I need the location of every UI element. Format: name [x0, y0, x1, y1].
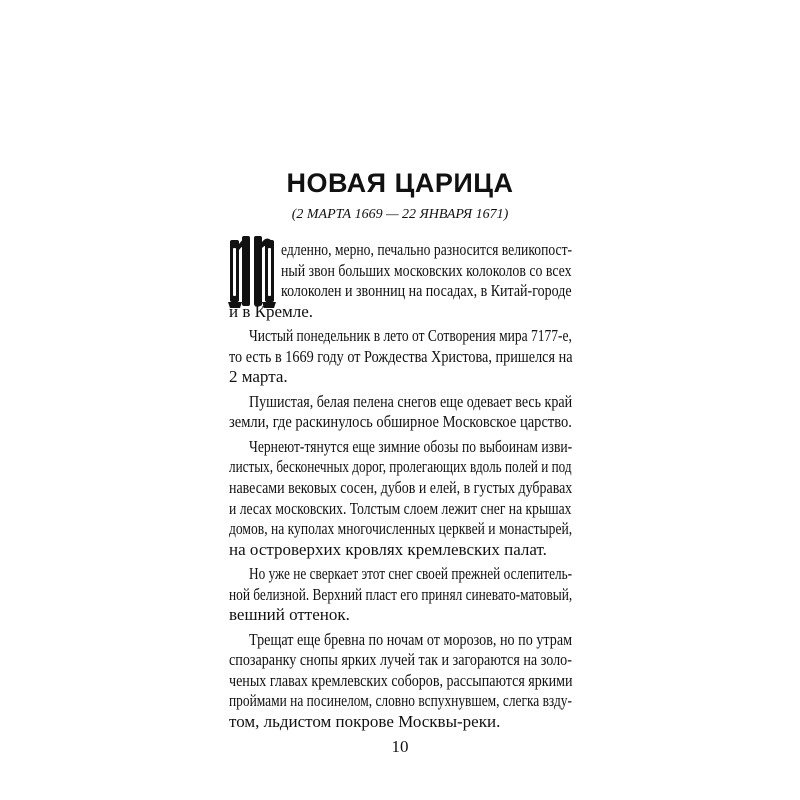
- text-line: вешний оттенок.: [229, 605, 350, 624]
- text-line: листых, бесконечных дорог, пролегающих вдоль полей и под: [229, 457, 572, 476]
- text-line: Но уже не сверкает этот снег своей прежней ослепитель-: [249, 564, 573, 583]
- text-line: навесами вековых сосен, дубов и елей, в густых дубравах: [229, 478, 573, 497]
- text-line: колоколен и звонниц на посадах, в Китай-городе: [281, 281, 572, 300]
- page-number: 10: [391, 737, 409, 756]
- dropcap-m-icon: [228, 234, 276, 308]
- dropcap-ornament: [228, 234, 276, 308]
- text-line: то есть в 1669 году от Рождества Христова, пришелся на: [229, 347, 573, 366]
- chapter-dates: (2 МАРТА 1669 — 22 ЯНВАРЯ 1671): [291, 207, 509, 222]
- text-line: едленно, мерно, печально разносится великопост-: [281, 240, 573, 259]
- text-line: ной белизной. Верхний пласт его принял синевато-матовый,: [229, 585, 573, 604]
- text-line: том, льдистом покрове Москвы-реки.: [229, 712, 501, 731]
- text-line: земли, где раскинулось обширное Московское царство.: [229, 412, 572, 431]
- text-line: Чистый понедельник в лето от Сотворения мира 7177-е,: [249, 326, 572, 345]
- text-line: Чернеют-тянутся еще зимние обозы по выбоинам изви-: [249, 437, 573, 456]
- text-line: на островерхих кровлях кремлевских палат.: [229, 540, 547, 559]
- text-line: Пушистая, белая пелена снегов еще одевает весь край: [249, 392, 573, 411]
- text-line: домов, на куполах многочисленных церквей и монастырей,: [229, 519, 573, 538]
- text-line: спозаранку снопы ярких лучей так и загораются на золо-: [229, 650, 572, 669]
- text-line: и лесах московских. Толстым слоем лежит снег на крышах: [229, 499, 572, 518]
- text-line: проймами на посинелом, словно вспухнувшем, слегка взду-: [229, 691, 572, 710]
- text-line: 2 марта.: [229, 367, 288, 386]
- text-line: ный звон больших московских колоколов со всех: [281, 261, 572, 280]
- chapter-title: НОВАЯ ЦАРИЦА: [286, 168, 514, 198]
- text-line: Трещат еще бревна по ночам от морозов, но по утрам: [249, 630, 573, 649]
- text-line: и в Кремле.: [229, 302, 314, 321]
- text-line: ченых главах кремлевских соборов, рассыпаются яркими: [229, 671, 573, 690]
